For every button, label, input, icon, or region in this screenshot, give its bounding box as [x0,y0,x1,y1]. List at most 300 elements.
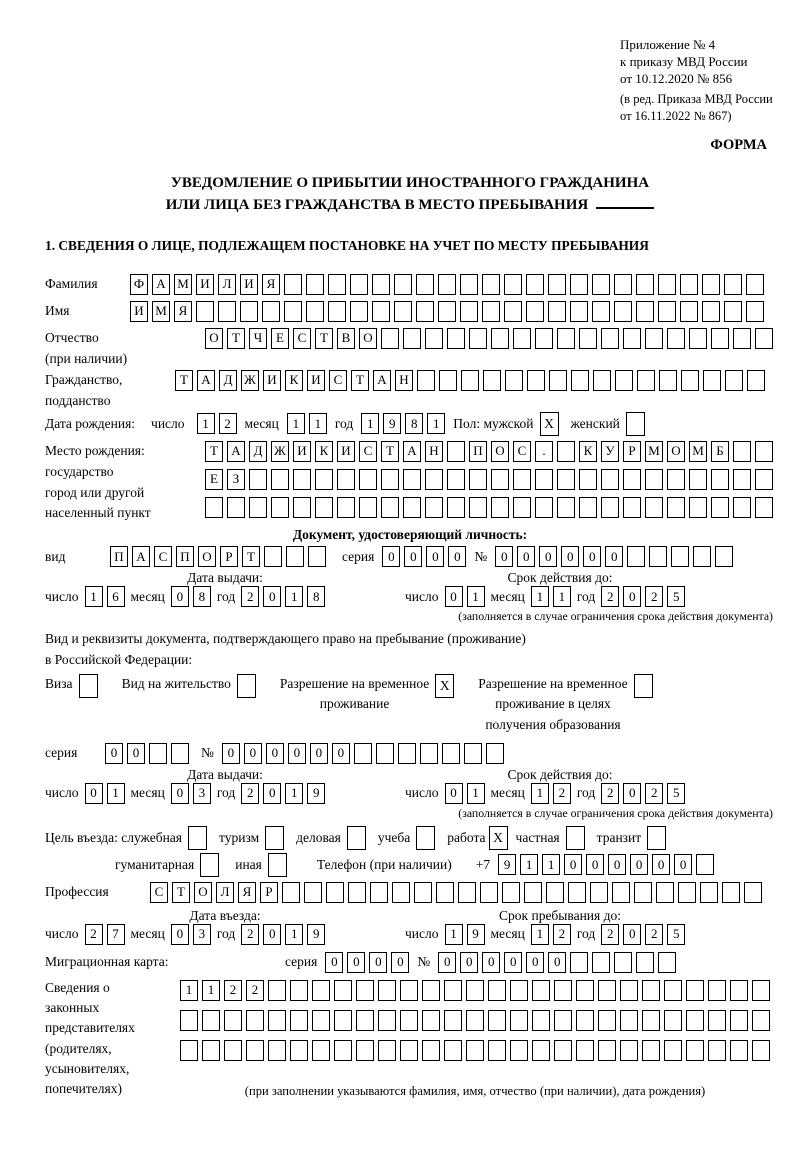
char-box[interactable]: 2 [601,586,619,607]
char-box[interactable]: 2 [224,980,242,1001]
char-box[interactable] [381,328,399,349]
char-box[interactable]: 5 [667,586,685,607]
char-box[interactable]: 0 [263,924,281,945]
char-box[interactable]: Е [205,469,223,490]
char-box[interactable] [447,441,465,462]
char-box[interactable] [636,274,654,295]
char-box[interactable]: 0 [244,743,262,764]
char-box[interactable] [532,1010,550,1031]
char-box[interactable] [598,1040,616,1061]
char-box[interactable]: 0 [382,546,400,567]
char-box[interactable] [627,546,645,567]
char-box[interactable] [554,1010,572,1031]
char-box[interactable] [293,497,311,518]
char-box[interactable]: Я [174,301,192,322]
char-box[interactable] [293,469,311,490]
char-box[interactable] [708,1010,726,1031]
char-box[interactable] [659,370,677,391]
char-box[interactable]: 0 [548,952,566,973]
char-box[interactable] [637,370,655,391]
char-box[interactable]: 0 [222,743,240,764]
char-box[interactable] [592,301,610,322]
char-box[interactable] [667,497,685,518]
char-box[interactable]: 1 [285,586,303,607]
char-box[interactable]: 2 [241,783,259,804]
char-box[interactable] [708,1040,726,1061]
char-box[interactable] [447,328,465,349]
char-box[interactable] [579,328,597,349]
char-box[interactable] [524,882,542,903]
char-box[interactable]: Н [395,370,413,391]
char-box[interactable] [400,980,418,1001]
char-box[interactable]: М [174,274,192,295]
char-box[interactable]: В [337,328,355,349]
char-box[interactable]: 0 [526,952,544,973]
char-box[interactable] [733,497,751,518]
char-box[interactable] [356,1010,374,1031]
char-box[interactable]: Р [623,441,641,462]
char-box[interactable] [554,980,572,1001]
char-box[interactable]: 6 [107,586,125,607]
char-box[interactable] [700,882,718,903]
char-box[interactable]: 0 [404,546,422,567]
char-box[interactable] [403,469,421,490]
char-box[interactable]: О [194,882,212,903]
purpose-humanitarian-checkbox[interactable] [200,853,219,877]
char-box[interactable] [730,1010,748,1031]
char-box[interactable] [290,1040,308,1061]
char-box[interactable] [268,980,286,1001]
char-box[interactable] [645,497,663,518]
char-box[interactable] [282,882,300,903]
char-box[interactable] [526,274,544,295]
char-box[interactable] [615,370,633,391]
char-box[interactable]: 2 [645,783,663,804]
char-box[interactable]: С [329,370,347,391]
char-box[interactable] [264,546,282,567]
char-box[interactable] [510,1010,528,1031]
char-box[interactable] [658,952,676,973]
char-box[interactable]: 1 [285,783,303,804]
char-box[interactable] [664,980,682,1001]
char-box[interactable]: 1 [531,924,549,945]
char-box[interactable] [394,301,412,322]
char-box[interactable] [262,301,280,322]
char-box[interactable]: Т [205,441,223,462]
char-box[interactable] [286,546,304,567]
char-box[interactable] [469,469,487,490]
char-box[interactable]: 1 [309,413,327,434]
char-box[interactable] [620,1040,638,1061]
char-box[interactable] [554,1040,572,1061]
char-box[interactable]: 0 [369,952,387,973]
char-box[interactable]: 1 [197,413,215,434]
char-box[interactable] [403,328,421,349]
char-box[interactable] [570,952,588,973]
char-box[interactable] [271,469,289,490]
char-box[interactable]: 1 [361,413,379,434]
char-box[interactable]: Т [315,328,333,349]
purpose-transit-checkbox[interactable] [647,826,666,850]
char-box[interactable] [381,497,399,518]
char-box[interactable] [414,882,432,903]
char-box[interactable]: 7 [107,924,125,945]
char-box[interactable]: М [645,441,663,462]
char-box[interactable]: С [359,441,377,462]
char-box[interactable]: Б [711,441,729,462]
char-box[interactable]: У [601,441,619,462]
char-box[interactable] [702,274,720,295]
char-box[interactable]: 9 [307,924,325,945]
char-box[interactable] [461,370,479,391]
char-box[interactable] [268,1010,286,1031]
char-box[interactable]: О [667,441,685,462]
char-box[interactable] [667,328,685,349]
char-box[interactable]: 9 [467,924,485,945]
char-box[interactable] [746,274,764,295]
char-box[interactable]: Т [227,328,245,349]
char-box[interactable]: 0 [347,952,365,973]
char-box[interactable] [249,497,267,518]
char-box[interactable] [579,497,597,518]
char-box[interactable] [557,328,575,349]
char-box[interactable]: 2 [645,924,663,945]
char-box[interactable] [504,301,522,322]
char-box[interactable] [535,497,553,518]
char-box[interactable]: 2 [553,924,571,945]
char-box[interactable] [711,328,729,349]
char-box[interactable]: 8 [193,586,211,607]
char-box[interactable] [592,274,610,295]
char-box[interactable] [334,1040,352,1061]
char-box[interactable] [532,1040,550,1061]
char-box[interactable]: 8 [307,586,325,607]
char-box[interactable] [576,1010,594,1031]
char-box[interactable] [246,1040,264,1061]
char-box[interactable] [488,1040,506,1061]
char-box[interactable]: А [132,546,150,567]
char-box[interactable] [466,1010,484,1031]
char-box[interactable]: С [293,328,311,349]
char-box[interactable] [752,1040,770,1061]
char-box[interactable]: А [403,441,421,462]
char-box[interactable]: М [152,301,170,322]
char-box[interactable] [664,1010,682,1031]
char-box[interactable] [645,469,663,490]
char-box[interactable] [328,301,346,322]
char-box[interactable] [513,469,531,490]
char-box[interactable]: Д [249,441,267,462]
char-box[interactable] [546,882,564,903]
char-box[interactable] [601,497,619,518]
char-box[interactable] [620,980,638,1001]
char-box[interactable]: Ж [271,441,289,462]
char-box[interactable] [392,882,410,903]
char-box[interactable] [746,301,764,322]
char-box[interactable] [447,469,465,490]
char-box[interactable] [356,980,374,1001]
char-box[interactable] [290,980,308,1001]
char-box[interactable]: 0 [325,952,343,973]
char-box[interactable]: И [263,370,281,391]
char-box[interactable] [686,1040,704,1061]
char-box[interactable]: А [373,370,391,391]
char-box[interactable]: 0 [623,924,641,945]
char-box[interactable] [438,301,456,322]
char-box[interactable]: Л [218,274,236,295]
char-box[interactable] [755,469,773,490]
char-box[interactable] [315,469,333,490]
char-box[interactable] [642,1010,660,1031]
char-box[interactable]: 0 [630,854,648,875]
char-box[interactable]: К [579,441,597,462]
char-box[interactable] [202,1040,220,1061]
char-box[interactable]: 1 [427,413,445,434]
char-box[interactable] [696,854,714,875]
char-box[interactable]: 0 [310,743,328,764]
char-box[interactable]: Я [262,274,280,295]
char-box[interactable]: А [227,441,245,462]
char-box[interactable]: М [689,441,707,462]
char-box[interactable]: Р [260,882,278,903]
char-box[interactable] [422,1010,440,1031]
char-box[interactable] [614,301,632,322]
char-box[interactable] [466,980,484,1001]
char-box[interactable] [724,274,742,295]
char-box[interactable] [420,743,438,764]
char-box[interactable] [372,301,390,322]
char-box[interactable] [623,497,641,518]
char-box[interactable] [466,1040,484,1061]
char-box[interactable]: 1 [202,980,220,1001]
char-box[interactable]: 2 [246,980,264,1001]
char-box[interactable]: А [197,370,215,391]
char-box[interactable]: Н [425,441,443,462]
char-box[interactable]: 0 [448,546,466,567]
char-box[interactable]: 3 [193,924,211,945]
char-box[interactable]: 0 [171,586,189,607]
char-box[interactable]: Ж [241,370,259,391]
char-box[interactable]: И [196,274,214,295]
char-box[interactable] [356,1040,374,1061]
char-box[interactable] [733,441,751,462]
char-box[interactable]: 8 [405,413,423,434]
char-box[interactable] [715,546,733,567]
char-box[interactable] [689,469,707,490]
char-box[interactable] [636,301,654,322]
char-box[interactable]: Ч [249,328,267,349]
char-box[interactable] [510,980,528,1001]
char-box[interactable] [703,370,721,391]
char-box[interactable]: Т [381,441,399,462]
char-box[interactable] [502,882,520,903]
char-box[interactable] [444,980,462,1001]
char-box[interactable] [425,497,443,518]
char-box[interactable] [752,1010,770,1031]
char-box[interactable]: Т [351,370,369,391]
char-box[interactable] [535,328,553,349]
char-box[interactable] [444,1040,462,1061]
char-box[interactable] [711,497,729,518]
purpose-work-checkbox[interactable]: X [489,826,508,850]
char-box[interactable] [725,370,743,391]
char-box[interactable] [744,882,762,903]
char-box[interactable] [733,469,751,490]
char-box[interactable] [403,497,421,518]
char-box[interactable] [416,301,434,322]
char-box[interactable]: К [315,441,333,462]
char-box[interactable] [436,882,454,903]
char-box[interactable] [598,980,616,1001]
char-box[interactable]: 0 [263,586,281,607]
char-box[interactable]: К [285,370,303,391]
char-box[interactable] [271,497,289,518]
char-box[interactable] [306,274,324,295]
char-box[interactable] [491,497,509,518]
char-box[interactable] [458,882,476,903]
char-box[interactable]: 0 [127,743,145,764]
char-box[interactable] [306,301,324,322]
char-box[interactable]: 0 [623,586,641,607]
char-box[interactable]: 0 [561,546,579,567]
char-box[interactable]: 1 [180,980,198,1001]
char-box[interactable] [464,743,482,764]
char-box[interactable] [576,980,594,1001]
char-box[interactable]: 0 [288,743,306,764]
char-box[interactable]: 9 [307,783,325,804]
char-box[interactable]: 2 [601,783,619,804]
char-box[interactable]: 0 [608,854,626,875]
char-box[interactable]: 2 [85,924,103,945]
char-box[interactable] [491,328,509,349]
char-box[interactable]: 0 [504,952,522,973]
char-box[interactable]: 2 [645,586,663,607]
char-box[interactable] [570,301,588,322]
char-box[interactable] [240,301,258,322]
char-box[interactable] [576,1040,594,1061]
char-box[interactable]: С [154,546,172,567]
char-box[interactable] [702,301,720,322]
char-box[interactable] [218,301,236,322]
char-box[interactable] [664,1040,682,1061]
char-box[interactable] [680,274,698,295]
char-box[interactable] [488,1010,506,1031]
char-box[interactable]: Д [219,370,237,391]
char-box[interactable] [488,980,506,1001]
char-box[interactable]: И [240,274,258,295]
char-box[interactable] [686,1010,704,1031]
char-box[interactable] [513,497,531,518]
visa-checkbox[interactable] [79,674,98,698]
char-box[interactable] [645,328,663,349]
char-box[interactable] [381,469,399,490]
char-box[interactable] [680,301,698,322]
char-box[interactable] [527,370,545,391]
char-box[interactable]: 2 [601,924,619,945]
char-box[interactable] [290,1010,308,1031]
char-box[interactable]: 9 [498,854,516,875]
char-box[interactable] [284,274,302,295]
char-box[interactable] [689,497,707,518]
char-box[interactable] [752,980,770,1001]
char-box[interactable]: П [469,441,487,462]
char-box[interactable] [548,274,566,295]
char-box[interactable]: Ф [130,274,148,295]
char-box[interactable] [304,882,322,903]
char-box[interactable] [284,301,302,322]
char-box[interactable]: 0 [426,546,444,567]
char-box[interactable] [425,328,443,349]
char-box[interactable]: 0 [171,924,189,945]
char-box[interactable]: 9 [383,413,401,434]
char-box[interactable]: 1 [542,854,560,875]
char-box[interactable] [747,370,765,391]
char-box[interactable]: 1 [520,854,538,875]
char-box[interactable]: А [152,274,170,295]
char-box[interactable]: Т [172,882,190,903]
char-box[interactable]: И [293,441,311,462]
char-box[interactable] [398,743,416,764]
char-box[interactable] [579,469,597,490]
char-box[interactable]: З [227,469,245,490]
char-box[interactable] [598,1010,616,1031]
char-box[interactable] [249,469,267,490]
char-box[interactable] [592,952,610,973]
char-box[interactable] [656,882,674,903]
char-box[interactable] [444,1010,462,1031]
residence-permit-checkbox[interactable] [237,674,256,698]
char-box[interactable] [378,1010,396,1031]
char-box[interactable]: 1 [553,586,571,607]
char-box[interactable] [570,274,588,295]
purpose-tourism-checkbox[interactable] [265,826,284,850]
char-box[interactable]: 0 [652,854,670,875]
edu-permit-checkbox[interactable] [634,674,653,698]
char-box[interactable] [315,497,333,518]
char-box[interactable] [196,301,214,322]
char-box[interactable]: 0 [495,546,513,567]
char-box[interactable] [359,469,377,490]
char-box[interactable]: Т [242,546,260,567]
purpose-study-checkbox[interactable] [416,826,435,850]
char-box[interactable] [642,1040,660,1061]
char-box[interactable] [491,469,509,490]
char-box[interactable]: 0 [564,854,582,875]
char-box[interactable] [400,1010,418,1031]
char-box[interactable]: 1 [85,586,103,607]
char-box[interactable] [623,469,641,490]
char-box[interactable] [480,882,498,903]
char-box[interactable] [634,882,652,903]
char-box[interactable] [681,370,699,391]
char-box[interactable]: 1 [531,783,549,804]
char-box[interactable]: 0 [85,783,103,804]
char-box[interactable] [350,301,368,322]
char-box[interactable]: 1 [467,783,485,804]
char-box[interactable]: О [205,328,223,349]
char-box[interactable]: 0 [445,783,463,804]
char-box[interactable] [667,469,685,490]
char-box[interactable] [755,497,773,518]
temp-permit-checkbox[interactable]: X [435,674,454,698]
char-box[interactable]: 1 [285,924,303,945]
char-box[interactable] [354,743,372,764]
char-box[interactable]: 0 [583,546,601,567]
char-box[interactable]: 1 [467,586,485,607]
char-box[interactable] [526,301,544,322]
char-box[interactable] [326,882,344,903]
char-box[interactable]: 0 [517,546,535,567]
